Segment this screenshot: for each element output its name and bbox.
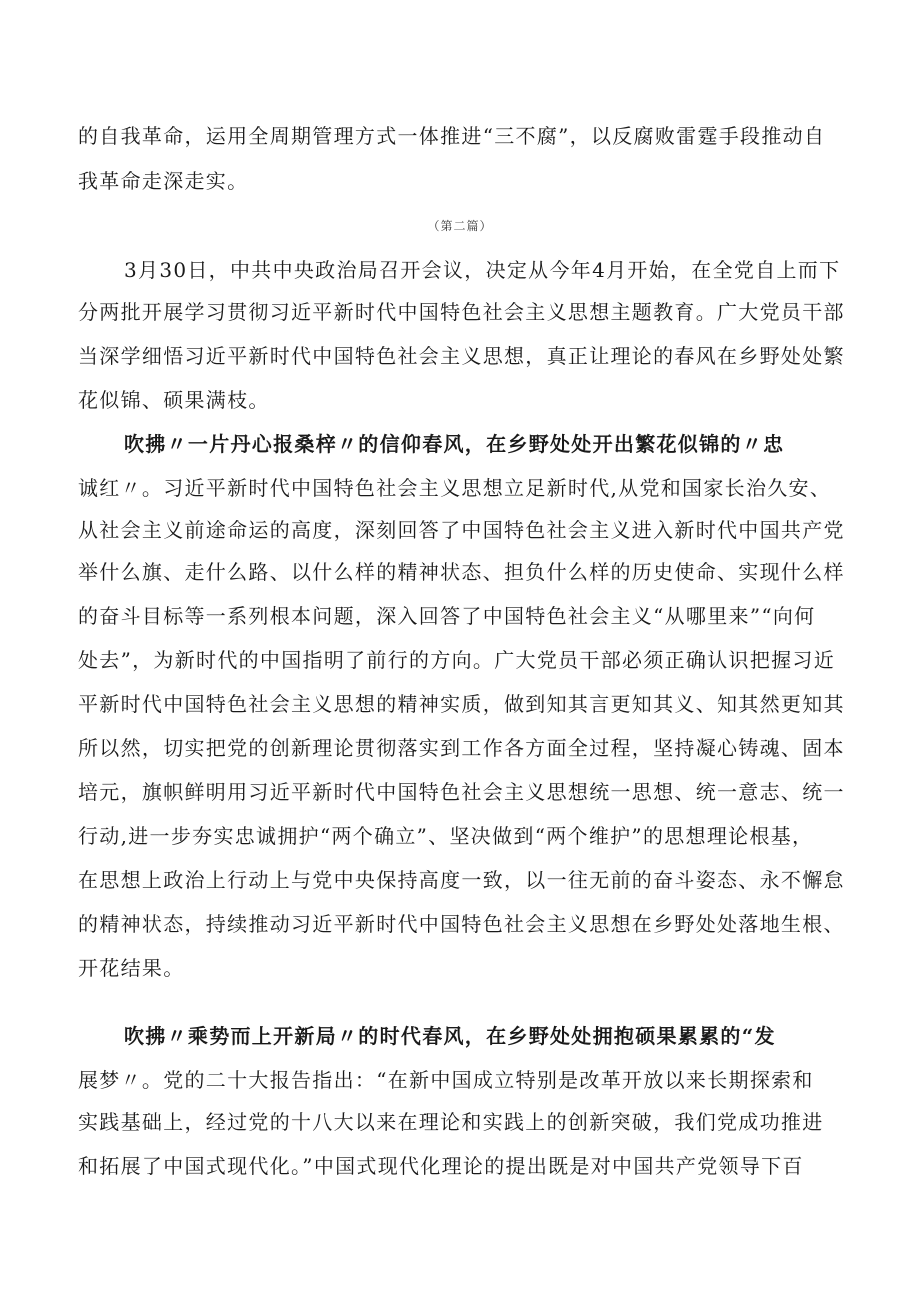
para3-line-1: 吹拂〃乘势而上开新局〃的时代春风，在乡野处处拥抱硕果累累的“发 [124,1024,776,1048]
para3-line-4: 和拓展了中国式现代化。”中国式现代化理论的提出既是对中国共产党领导下百 [78,1154,804,1178]
section-heading: （第二篇） [427,219,493,233]
para2-line-8: 所以然，切实把党的创新理论贯彻落实到工作各方面全过程，坚持凝心铸魂、固本 [78,736,845,760]
para2-line-9: 培元，旗帜鲜明用习近平新时代中国特色社会主义思想统一思想、统一意志、统一 [78,780,845,804]
para2-line-13: 开花结果。 [78,956,185,980]
para3-line-2: 展梦〃。党的二十大报告指出：“在新中国成立特别是改革开放以来长期探索和 [78,1068,814,1092]
para3-line-3: 实践基础上，经过党的十八大以来在理论和实践上的创新突破，我们党成功推进 [78,1110,824,1134]
para2-line-10: 行动,进一步夯实忠诚拥护“两个确立”、坚决做到“两个维护”的思想理论根基， [78,824,814,848]
para1-line-2: 分两批开展学习贯彻习近平新时代中国特色社会主义思想主题教育。广大党员干部 [78,300,845,324]
para2-line-6: 处去”，为新时代的中国指明了前行的方向。广大党员干部必须正确认识把握习近 [78,648,836,672]
para1-line-4: 花似锦、硕果满枝。 [78,388,270,412]
para2-line-4: 举什么旗、走什么路、以什么样的精神状态、担负什么样的历史使命、实现什么样 [78,560,845,584]
para1-line-1: 3月30日，中共中央政治局召开会议，决定从今年4月开始，在全党自上而下 [124,258,841,282]
para2-line-7: 平新时代中国特色社会主义思想的精神实质，做到知其言更知其义、知其然更知其 [78,692,845,716]
intro-line-1: 的自我革命，运用全周期管理方式一体推进“三不腐”，以反腐败雷霆手段推动自 [78,124,826,148]
para2-line-2: 诚红〃。习近平新时代中国特色社会主义思想立足新时代,从党和国家长治久安、 [78,476,832,500]
intro-line-2: 我革命走深走实。 [78,169,249,193]
para2-line-3: 从社会主义前途命运的高度，深刻回答了中国特色社会主义进入新时代中国共产党 [78,518,845,542]
para2-line-1: 吹拂〃一片丹心报桑梓〃的信仰春风，在乡野处处开出繁花似锦的〃忠 [124,432,785,456]
para2-line-5: 的奋斗目标等一系列根本问题，深入回答了中国特色社会主义“从哪里来”“向何 [78,604,816,628]
para1-line-3: 当深学细悟习近平新时代中国特色社会主义思想，真正让理论的春风在乡野处处繁 [78,344,845,368]
para2-line-12: 的精神状态，持续推动习近平新时代中国特色社会主义思想在乡野处处落地生根、 [78,912,845,936]
para2-line-11: 在思想上政治上行动上与党中央保持高度一致，以一往无前的奋斗姿态、永不懈怠 [78,868,845,892]
